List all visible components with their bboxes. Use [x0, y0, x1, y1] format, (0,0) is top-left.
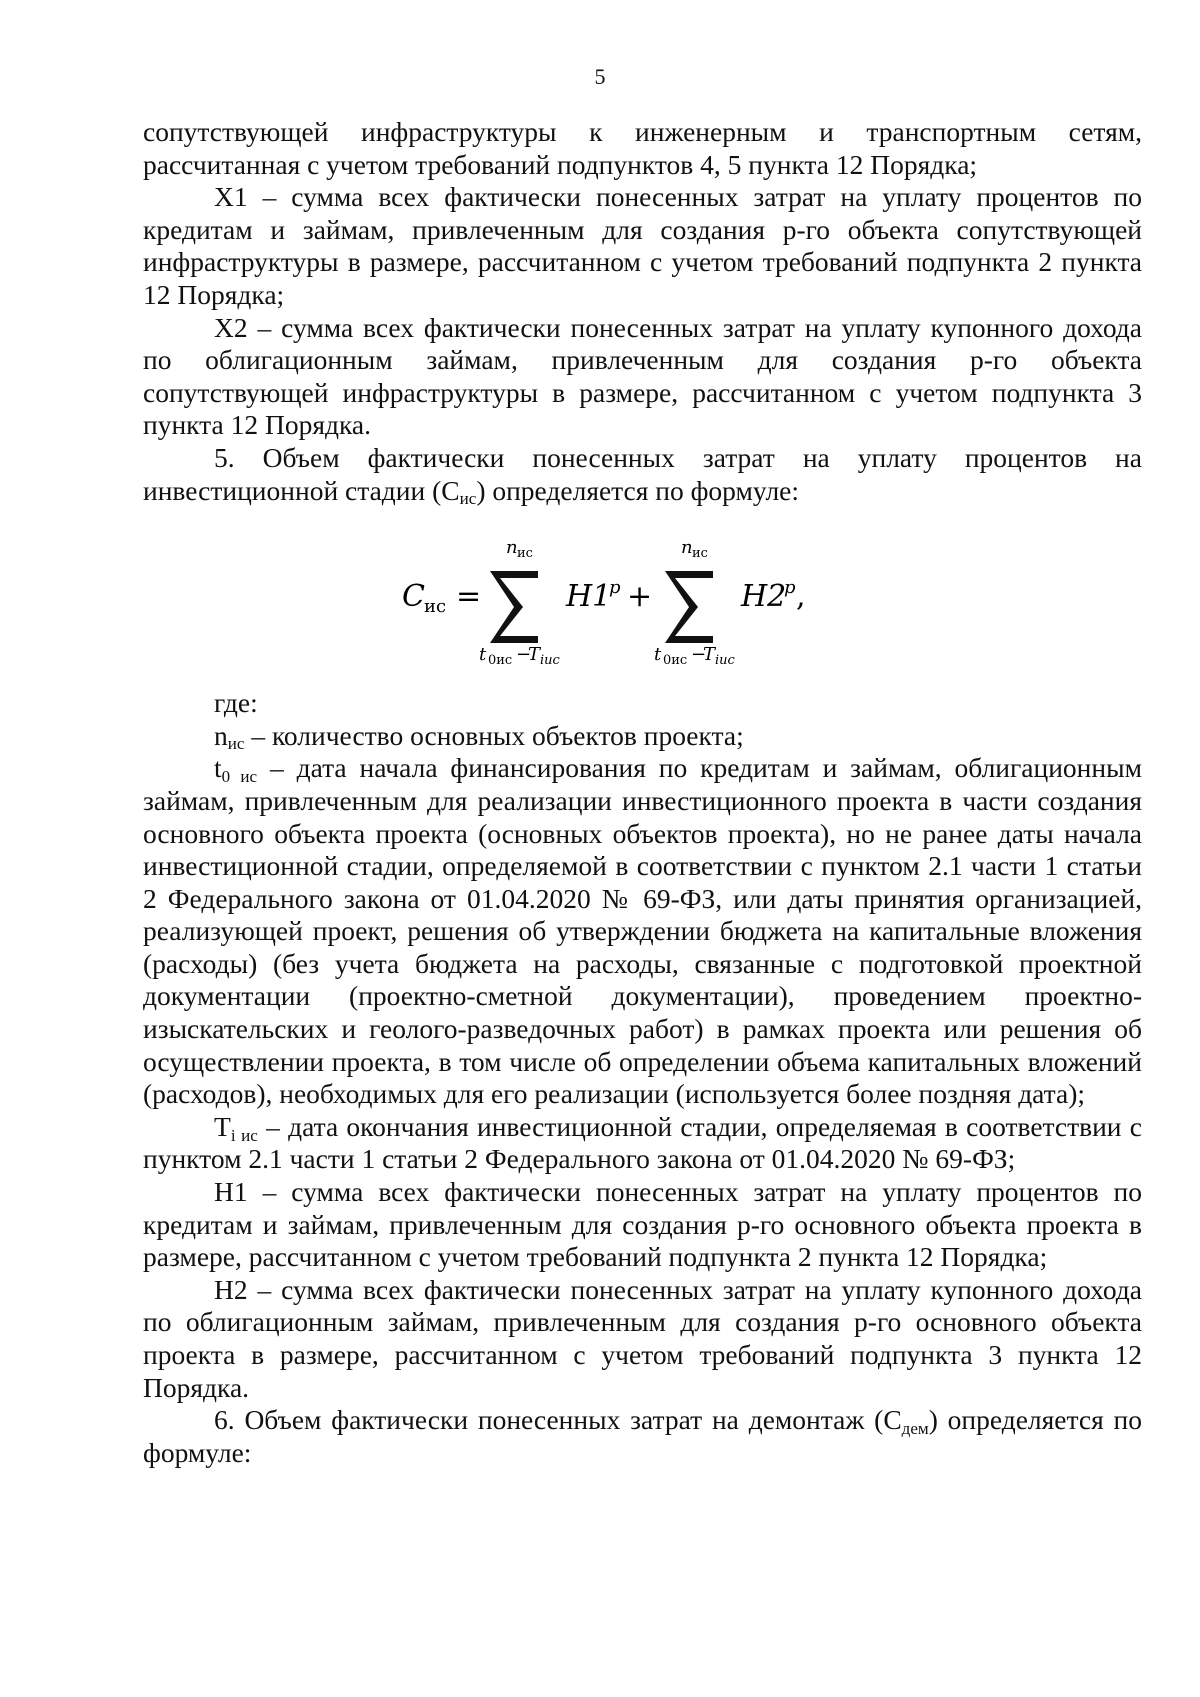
formula-plus: +: [627, 579, 653, 615]
paragraph-text: 5. Объем фактически понесенных затрат на уплату процентов на инвестиционной стадии (С: [143, 441, 1142, 506]
paragraph-x2: [143, 312, 1142, 442]
page-number: 5: [594, 64, 606, 89]
paragraph-where: [143, 687, 1142, 720]
paragraph-text: Х2 – сумма всех фактически понесенных затрат на уплату купонного дохода по облигационным займам, привлеченным для создания p-го объекта сопутствующей инфраструктуры в размере, рассчитанном с учетом подпункта 3 пункта 12 Порядка.: [143, 311, 1142, 441]
paragraph-x1: [143, 181, 1142, 311]
sum2-sigma-icon: [665, 571, 713, 643]
sum1-lower-dash: −: [516, 644, 532, 666]
formula-svg: [143, 515, 1142, 665]
term1-sup: p: [609, 577, 621, 599]
paragraph-text: 6. Объем фактически понесенных затрат на демонтаж (С: [214, 1404, 902, 1436]
sum1-lower-T: T: [528, 644, 541, 666]
term1: H1: [566, 579, 612, 615]
sum1-sigma-icon: [490, 571, 538, 643]
paragraph-text: ) определяется по формуле:: [143, 1404, 1143, 1468]
sum2-lower-dash: −: [691, 644, 707, 666]
term2-sup: p: [784, 577, 796, 599]
sum1-upper-sub: ис: [517, 546, 533, 562]
subscript-text: ис: [227, 734, 245, 754]
paragraph-n-is: [143, 720, 1142, 753]
paragraph-item-5: [143, 442, 1142, 507]
formula-lhs-sub: ис: [424, 596, 447, 618]
formula-lhs-var: C: [402, 579, 425, 615]
sum1-lower-T-sub: iис: [540, 653, 560, 666]
sum2-lower-t-sub: 0ис: [663, 653, 688, 666]
paragraph-text: сопутствующей инфраструктуры к инженерным и транспортным сетям, рассчитанная с учетом требований подпунктов 4, 5 пункта 12 Порядка;: [143, 116, 1142, 180]
formula-comma: ,: [796, 579, 806, 615]
paragraph-h2: [143, 1274, 1142, 1404]
sum2-lower-T: T: [703, 644, 716, 666]
term2: H2: [741, 579, 787, 615]
paragraph-ti-is: [143, 1111, 1142, 1176]
paragraph-text: T: [214, 1110, 231, 1142]
paragraph-t0-is: [143, 752, 1142, 1111]
sum2-upper-sub: ис: [692, 546, 708, 562]
formula-equals: =: [456, 579, 482, 615]
paragraph-continuation: [143, 116, 1142, 181]
paragraph-text: n: [214, 719, 228, 751]
paragraph-text: t: [214, 752, 222, 784]
sum2-lower-t: t: [654, 644, 662, 666]
subscript-text: i ис: [230, 1125, 258, 1145]
paragraph-text: – дата окончания инвестиционной стадии, определяемая в соответствии с пунктом 2.1 части 1 статьи 2 Федерального закона от 01.04.2020 № 69-ФЗ;: [143, 1110, 1142, 1175]
sum2-lower-T-sub: iис: [715, 653, 735, 666]
sum1-lower-t-sub: 0ис: [488, 653, 513, 666]
paragraph-text: Н2 – сумма всех фактически понесенных затрат на уплату купонного дохода по облигационным займам, привлеченным для создания p-го основного объекта проекта в размере, рассчитанном с учетом требований подпункта 3 пункта 12 Порядка.: [143, 1273, 1142, 1403]
paragraph-text: ) определяется по формуле:: [476, 474, 800, 506]
sum1-lower-t: t: [479, 644, 487, 666]
paragraph-h1: [143, 1176, 1142, 1274]
subscript-text: 0 ис: [221, 767, 258, 787]
subscript-text: ис: [459, 489, 477, 509]
paragraph-item-6: [143, 1404, 1142, 1469]
sum1-upper-var: n: [506, 537, 518, 559]
subscript-text: дем: [901, 1418, 929, 1438]
paragraph-text: где:: [214, 687, 258, 719]
paragraph-text: – дата начала финансирования по кредитам и займам, облигационным займам, привлеченным для реализации инвестиционного проекта в части создания основного объекта проекта (основных объектов проекта), но не ранее даты начала инвестиционной стадии, определяемой в соответствии с пунктом 2.1 части 1 статьи 2 Федерального закона от 01.04.2020 № 69-ФЗ, или даты принятия организацией, реализующей проект, решения об утверждении бюджета на капитальные вложения (расходы) (без учета бюджета на расходы, связанные с подготовкой проектной документации (проектно-сметной документации), проведением проектно-изыскательских и геолого-разведочных работ) в рамках проекта или решения об осуществлении проекта, в том числе об определении объема капитальных вложений (расходов), необходимых для его реализации (используется более поздняя дата);: [143, 752, 1142, 1110]
formula-c-is: [143, 515, 1142, 665]
sum2-upper-var: n: [681, 537, 693, 559]
paragraph-text: Н1 – сумма всех фактически понесенных затрат на уплату процентов по кредитам и займам, привлеченным для создания p-го основного объекта проекта в размере, рассчитанном с учетом требований подпункта 2 пункта 12 Порядка;: [143, 1176, 1142, 1273]
paragraph-text: Х1 – сумма всех фактически понесенных затрат на уплату процентов по кредитам и займам, привлеченным для создания p-го объекта сопутствующей инфраструктуры в размере, рассчитанном с учетом требований подпункта 2 пункта 12 Порядка;: [143, 181, 1142, 310]
document-body: [143, 116, 1142, 1469]
paragraph-text: – количество основных объектов проекта;: [244, 719, 744, 751]
